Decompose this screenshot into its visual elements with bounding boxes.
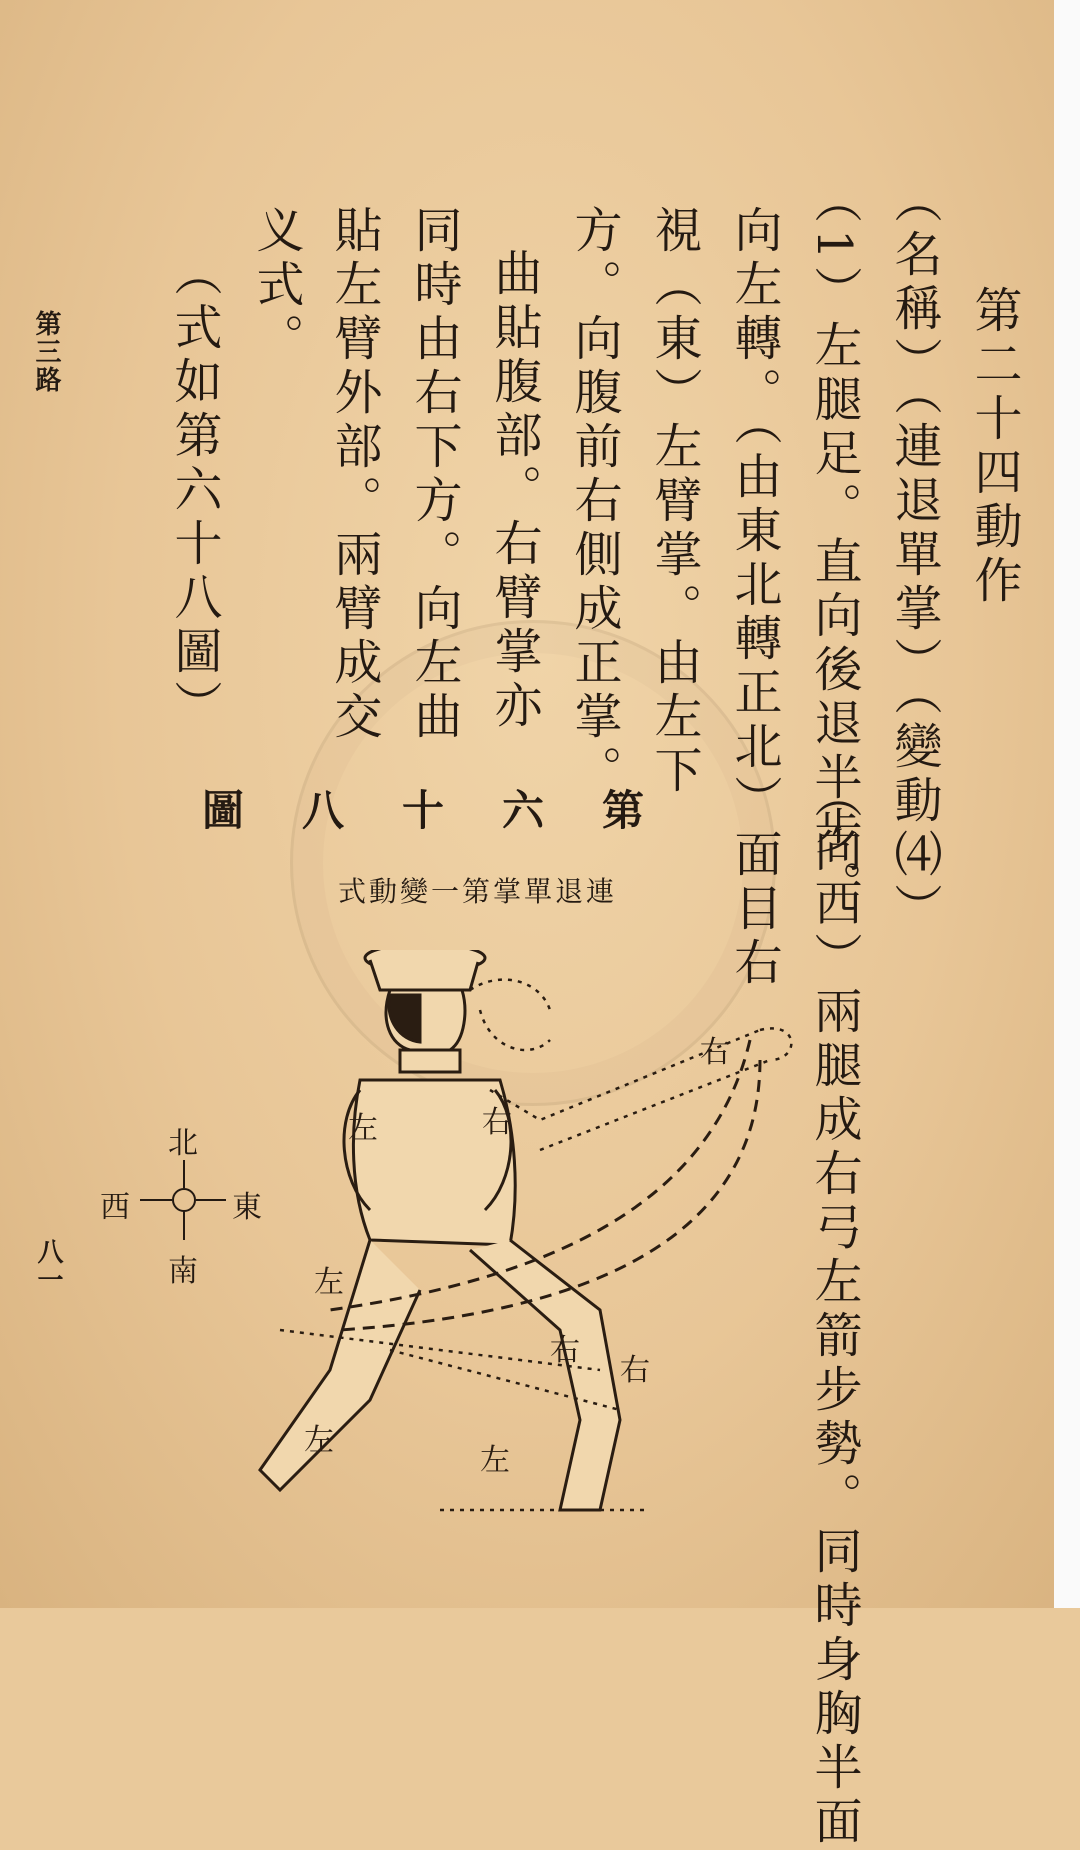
figure-caption: 連退單掌第一變動式 (338, 875, 618, 908)
compass-south: 南 (168, 1254, 198, 1289)
figure-label-left-4: 左 (480, 1443, 510, 1478)
text-column-7: 曲貼腹部。右臂掌亦 (486, 248, 542, 734)
compass-east: 東 (232, 1190, 262, 1225)
figure-label-right-2: 右 (700, 1035, 730, 1070)
figure-title: 第六十八圖 (201, 786, 702, 835)
figure-label-right-3: 右 (550, 1333, 580, 1368)
figure-label-left-3: 左 (304, 1423, 334, 1458)
text-column-1: 第二十四動作 (966, 285, 1022, 609)
text-column-3: （1）左腿足。直向後退半步。 (806, 175, 862, 914)
compass-west: 西 (100, 1190, 130, 1225)
text-column-2: （名稱）（連退單掌）（變動⑷） (886, 175, 942, 937)
section-label: 第三路 (31, 310, 61, 394)
text-column-9: 貼左臂外部。兩臂成交 (326, 205, 382, 745)
text-column-6: 方。向腹前右側成正掌。 (566, 205, 622, 799)
text-column-3b: （向西）兩腿成右弓左箭步勢。同時身胸半面 (806, 770, 862, 1850)
figure-label-left-1: 左 (348, 1111, 378, 1146)
martial-arts-figure (240, 950, 820, 1550)
compass-north: 北 (168, 1126, 198, 1161)
text-column-11: （式如第六十八圖） (166, 248, 222, 734)
text-column-5: 視（東）左臂掌。由左下 (646, 205, 702, 799)
figure-label-left-2: 左 (314, 1265, 344, 1300)
text-column-10: 义式。 (248, 205, 304, 367)
figure-label-right-4: 右 (620, 1353, 650, 1388)
figure-illustration (240, 950, 820, 1554)
text-column-4: 向左轉。（由東北轉正北）面目右 (726, 205, 782, 991)
figure-label-right-1: 右 (482, 1105, 512, 1140)
page-number: 八一 (33, 1238, 63, 1294)
page-edge (1054, 0, 1080, 1608)
text-column-8: 同時由右下方。向左曲 (406, 205, 462, 745)
